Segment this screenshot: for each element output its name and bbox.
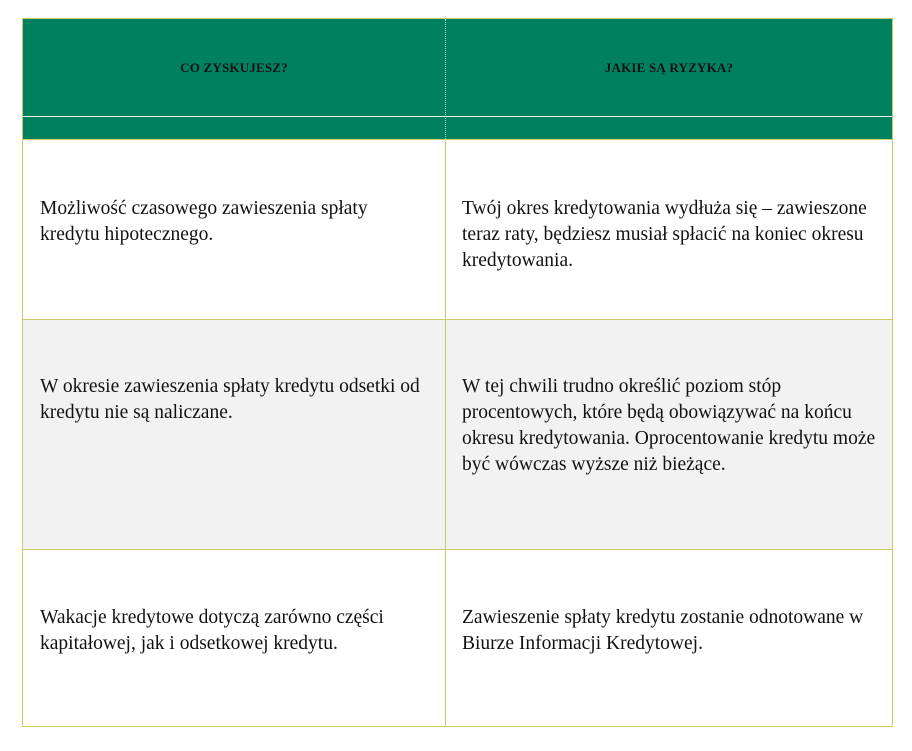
header-column-divider (445, 19, 446, 139)
header-separator (23, 116, 892, 117)
table-header (23, 19, 892, 139)
gain-cell: Wakacje kredytowe dotyczą zarówno części kapitałowej, jak i odsetkowej kredytu. (40, 607, 384, 654)
gains-risks-table (22, 18, 893, 727)
table-row (23, 139, 892, 319)
header-risks: JAKIE SĄ RYZYKA? (604, 59, 734, 75)
gain-cell: W okresie zawieszenia spłaty kredytu odsetki od kredytu nie są naliczane. (40, 376, 420, 423)
table-row (23, 549, 892, 726)
risk-cell: W tej chwili trudno określić poziom stóp procentowych, które będą obowiązywać na końcu okresu kredytowania. Oprocentowanie kredytu może być wówczas wyższe niż bieżące. (462, 376, 876, 475)
risk-cell: Twój okres kredytowania wydłuża się – zawieszone teraz raty, będziesz musiał spłacić na koniec okresu kredytowania. (462, 198, 867, 271)
header-gains: CO ZYSKUJESZ? (180, 59, 288, 75)
risk-cell: Zawieszenie spłaty kredytu zostanie odnotowane w Biurze Informacji Kredytowej. (462, 607, 864, 654)
table-row (23, 319, 892, 549)
column-divider (445, 139, 446, 726)
gain-cell: Możliwość czasowego zawieszenia spłaty kredytu hipotecznego. (40, 198, 368, 245)
